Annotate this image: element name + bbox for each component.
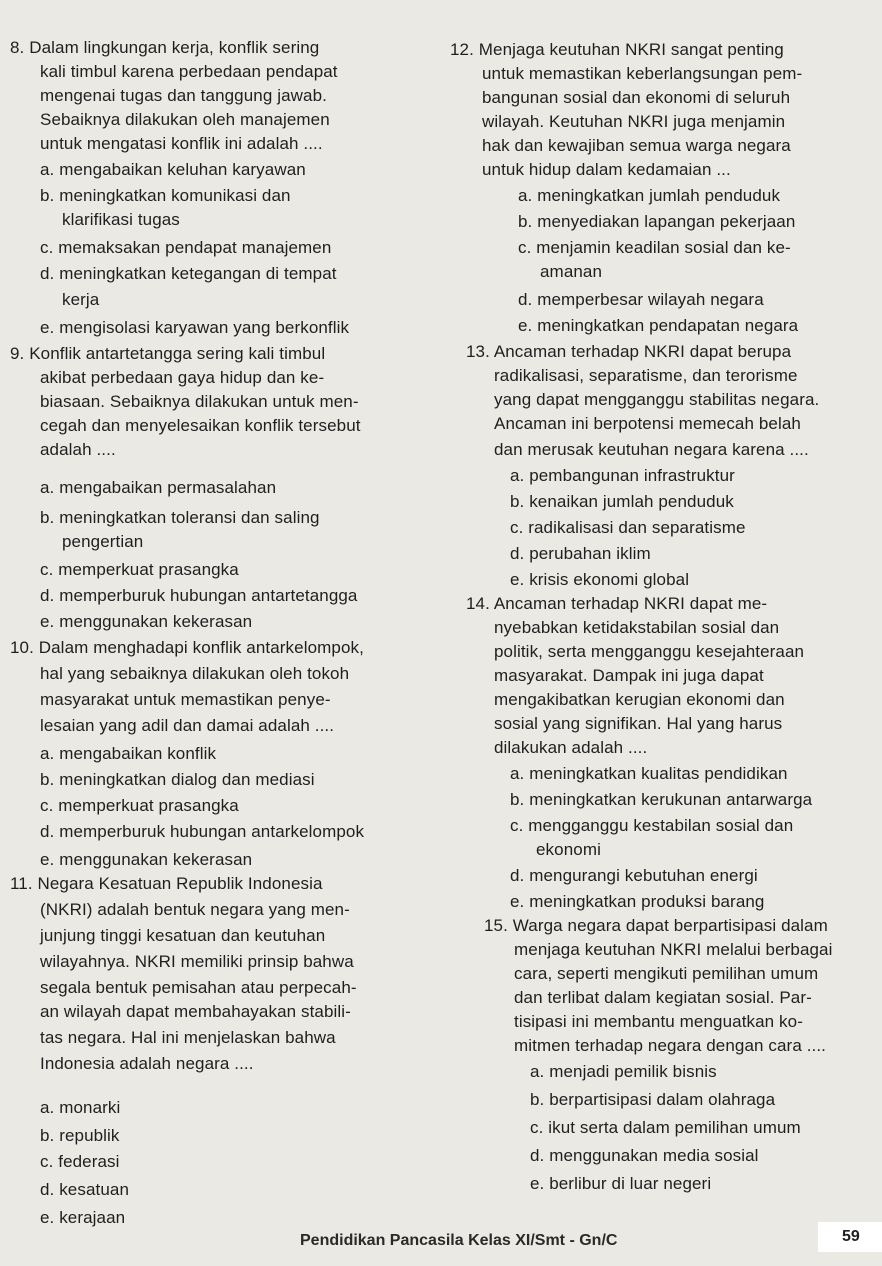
- question-12-option-b[interactable]: b. menyediakan lapangan pekerjaan: [518, 212, 796, 231]
- question-13-option-d[interactable]: d. perubahan iklim: [510, 544, 651, 563]
- question-13-stem-line: dan merusak keutuhan negara karena ....: [494, 440, 809, 459]
- question-14-option-a[interactable]: a. meningkatkan kualitas pendidikan: [510, 764, 788, 783]
- question-9-option-e[interactable]: e. menggunakan kekerasan: [40, 612, 253, 631]
- question-15-option-a[interactable]: a. menjadi pemilik bisnis: [530, 1062, 717, 1081]
- question-9-stem-line: adalah ....: [40, 440, 116, 459]
- question-14-stem-line: mengakibatkan kerugian ekonomi dan: [494, 690, 785, 709]
- question-11-stem-line: segala bentuk pemisahan atau perpecah-: [40, 978, 357, 997]
- question-10-option-c[interactable]: c. memperkuat prasangka: [40, 796, 239, 815]
- question-9-stem-line: cegah dan menyelesaikan konflik tersebut: [40, 416, 361, 435]
- question-14-option-e[interactable]: e. meningkatkan produksi barang: [510, 892, 765, 911]
- question-11-stem-line: junjung tinggi kesatuan dan keutuhan: [40, 926, 326, 945]
- question-10-stem-line: masyarakat untuk memastikan penye-: [40, 690, 331, 709]
- question-13-stem-line: Ancaman ini berpotensi memecah belah: [494, 414, 801, 433]
- question-12-option-c[interactable]: c. menjamin keadilan sosial dan ke-: [518, 238, 791, 257]
- question-15-option-e[interactable]: e. berlibur di luar negeri: [530, 1174, 712, 1193]
- question-11-option-e[interactable]: e. kerajaan: [40, 1208, 126, 1227]
- question-8-stem-line: kali timbul karena perbedaan pendapat: [40, 62, 338, 81]
- question-15-stem-line: cara, seperti mengikuti pemilihan umum: [514, 964, 819, 983]
- question-15-stem-line: dan terlibat dalam kegiatan sosial. Par-: [514, 988, 812, 1007]
- question-13-option-e[interactable]: e. krisis ekonomi global: [510, 570, 690, 589]
- question-12-stem-line: wilayah. Keutuhan NKRI juga menjamin: [482, 112, 786, 131]
- question-12-option-a[interactable]: a. meningkatkan jumlah penduduk: [518, 186, 781, 205]
- question-14-stem-line: politik, serta mengganggu kesejahteraan: [494, 642, 805, 661]
- question-14-option-d[interactable]: d. mengurangi kebutuhan energi: [510, 866, 758, 885]
- question-9-stem-line: biasaan. Sebaiknya dilakukan untuk men-: [40, 392, 359, 411]
- question-14-stem-line: masyarakat. Dampak ini juga dapat: [494, 666, 764, 685]
- question-10-stem-line: lesaian yang adil dan damai adalah ....: [40, 716, 335, 735]
- question-8-stem-line: Sebaiknya dilakukan oleh manajemen: [40, 110, 330, 129]
- question-9-stem-line: 9. Konflik antartetangga sering kali timbul: [10, 344, 326, 363]
- question-9-option-b-cont: pengertian: [62, 532, 144, 551]
- question-8-option-d[interactable]: d. meningkatkan ketegangan di tempat: [40, 264, 337, 283]
- question-11-option-c[interactable]: c. federasi: [40, 1152, 120, 1171]
- question-9-option-a[interactable]: a. mengabaikan permasalahan: [40, 478, 277, 497]
- question-14-option-c-cont: ekonomi: [536, 840, 601, 859]
- question-15-option-d[interactable]: d. menggunakan media sosial: [530, 1146, 759, 1165]
- question-10-stem-line: hal yang sebaiknya dilakukan oleh tokoh: [40, 664, 350, 683]
- page-number: 59: [818, 1222, 882, 1252]
- question-15-stem-line: mitmen terhadap negara dengan cara ....: [514, 1036, 826, 1055]
- question-11-option-a[interactable]: a. monarki: [40, 1098, 121, 1117]
- question-14-stem-line: 14. Ancaman terhadap NKRI dapat me-: [466, 594, 768, 613]
- question-12-option-c-cont: amanan: [540, 262, 603, 281]
- question-15-option-c[interactable]: c. ikut serta dalam pemilihan umum: [530, 1118, 801, 1137]
- question-10-option-a[interactable]: a. mengabaikan konflik: [40, 744, 217, 763]
- question-14-stem-line: dilakukan adalah ....: [494, 738, 648, 757]
- question-11-option-b[interactable]: b. republik: [40, 1126, 120, 1145]
- question-13-option-b[interactable]: b. kenaikan jumlah penduduk: [510, 492, 734, 511]
- question-10-option-d[interactable]: d. memperburuk hubungan antarkelompok: [40, 822, 365, 841]
- question-11-stem-line: 11. Negara Kesatuan Republik Indonesia: [10, 874, 323, 893]
- question-12-option-d[interactable]: d. memperbesar wilayah negara: [518, 290, 764, 309]
- question-9-option-b[interactable]: b. meningkatkan toleransi dan saling: [40, 508, 320, 527]
- question-15-option-b[interactable]: b. berpartisipasi dalam olahraga: [530, 1090, 776, 1109]
- question-8-option-d-cont: kerja: [62, 290, 100, 309]
- question-12-stem-line: untuk hidup dalam kedamaian ...: [482, 160, 731, 179]
- question-15-stem-line: menjaga keutuhan NKRI melalui berbagai: [514, 940, 833, 959]
- question-8-option-a[interactable]: a. mengabaikan keluhan karyawan: [40, 160, 306, 179]
- book-title-footer: Pendidikan Pancasila Kelas XI/Smt - Gn/C: [300, 1232, 618, 1249]
- question-9-option-c[interactable]: c. memperkuat prasangka: [40, 560, 239, 579]
- question-10-stem-line: 10. Dalam menghadapi konflik antarkelompok,: [10, 638, 364, 657]
- question-11-stem-line: Indonesia adalah negara ....: [40, 1054, 254, 1073]
- question-8-stem-line: 8. Dalam lingkungan kerja, konflik sering: [10, 38, 320, 57]
- question-8-stem-line: mengenai tugas dan tanggung jawab.: [40, 86, 327, 105]
- question-8-option-b[interactable]: b. meningkatkan komunikasi dan: [40, 186, 291, 205]
- question-13-stem-line: radikalisasi, separatisme, dan terorisme: [494, 366, 798, 385]
- question-12-stem-line: 12. Menjaga keutuhan NKRI sangat penting: [450, 40, 784, 59]
- question-15-stem-line: tisipasi ini membantu menguatkan ko-: [514, 1012, 803, 1031]
- question-10-option-e[interactable]: e. menggunakan kekerasan: [40, 850, 253, 869]
- question-13-option-a[interactable]: a. pembangunan infrastruktur: [510, 466, 735, 485]
- question-8-option-b-cont: klarifikasi tugas: [62, 210, 180, 229]
- question-14-option-b[interactable]: b. meningkatkan kerukunan antarwarga: [510, 790, 813, 809]
- question-10-option-b[interactable]: b. meningkatkan dialog dan mediasi: [40, 770, 315, 789]
- question-12-stem-line: untuk memastikan keberlangsungan pem-: [482, 64, 803, 83]
- question-13-stem-line: yang dapat mengganggu stabilitas negara.: [494, 390, 820, 409]
- question-9-stem-line: akibat perbedaan gaya hidup dan ke-: [40, 368, 325, 387]
- question-11-stem-line: tas negara. Hal ini menjelaskan bahwa: [40, 1028, 336, 1047]
- question-12-stem-line: bangunan sosial dan ekonomi di seluruh: [482, 88, 791, 107]
- question-12-option-e[interactable]: e. meningkatkan pendapatan negara: [518, 316, 799, 335]
- question-8-stem-line: untuk mengatasi konflik ini adalah ....: [40, 134, 323, 153]
- question-13-stem-line: 13. Ancaman terhadap NKRI dapat berupa: [466, 342, 792, 361]
- question-11-option-d[interactable]: d. kesatuan: [40, 1180, 129, 1199]
- question-13-option-c[interactable]: c. radikalisasi dan separatisme: [510, 518, 746, 537]
- question-14-stem-line: sosial yang signifikan. Hal yang harus: [494, 714, 783, 733]
- question-14-stem-line: nyebabkan ketidakstabilan sosial dan: [494, 618, 780, 637]
- question-8-option-c[interactable]: c. memaksakan pendapat manajemen: [40, 238, 332, 257]
- question-11-stem-line: an wilayah dapat membahayakan stabili-: [40, 1002, 351, 1021]
- question-12-stem-line: hak dan kewajiban semua warga negara: [482, 136, 791, 155]
- question-14-option-c[interactable]: c. mengganggu kestabilan sosial dan: [510, 816, 794, 835]
- question-15-stem-line: 15. Warga negara dapat berpartisipasi dalam: [484, 916, 828, 935]
- question-8-option-e[interactable]: e. mengisolasi karyawan yang berkonflik: [40, 318, 350, 337]
- question-11-stem-line: (NKRI) adalah bentuk negara yang men-: [40, 900, 350, 919]
- question-9-option-d[interactable]: d. memperburuk hubungan antartetangga: [40, 586, 358, 605]
- question-11-stem-line: wilayahnya. NKRI memiliki prinsip bahwa: [40, 952, 354, 971]
